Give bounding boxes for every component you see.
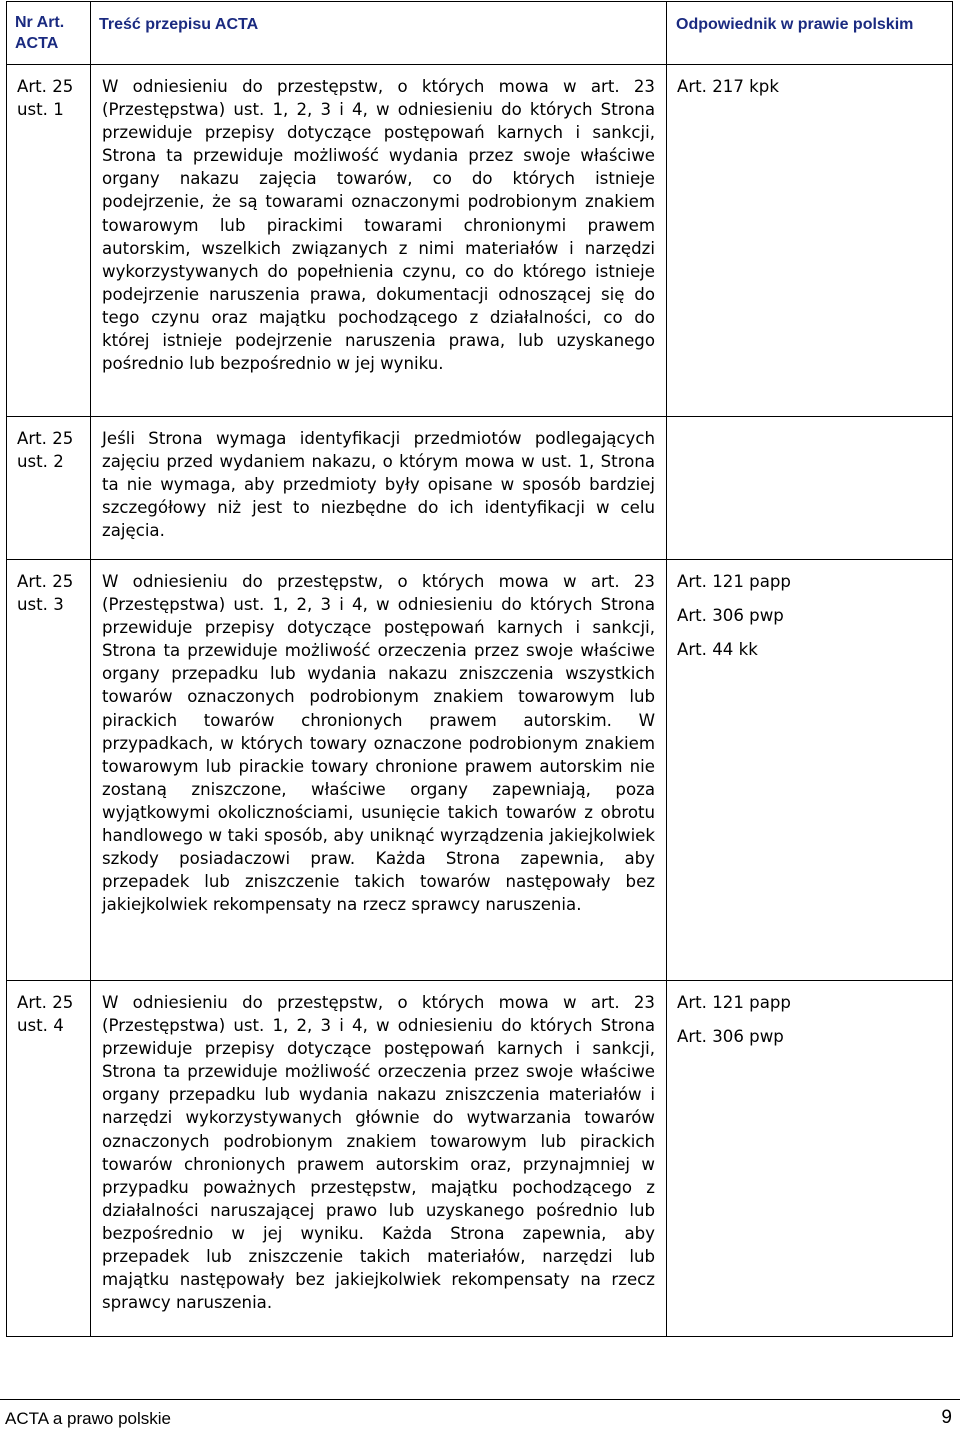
article-text-cell: W odniesieniu do przestępstw, o których mowa w art. 23 (Przestępstwa) ust. 1, 2, 3 i 4, w odniesieniu do których Strona przewiduje przepisy dotyczące postępowań karnych i sankcji, Strona ta przewiduje możliwość wydania przez swoje właściwe organy nakazu zajęcia towarów, co do których istnieje podejrzenie, że są towarami oznaczonymi podrobionym znakiem towarowym lub pirackimi towarami chronionymi prawem autorskim, wszelkich związanych z nimi materiałów i narzędzi wykorzystywanych do popełnienia czynu, co do którego istnieje podejrzenie naruszenia prawa, dokumentacji odnoszącej się do tego czynu oraz majątku pochodzącego z działalności, co do której istnieje podejrzenie naruszenia prawa, lub uzyskanego pośrednio lub bezpośrednio w jej wyniku. [91, 65, 667, 417]
article-text-cell: Jeśli Strona wymaga identyfikacji przedmiotów podlegających zajęciu przed wydaniem nakazu, o którym mowa w ust. 1, Strona ta nie wymaga, aby przedmioty były opisane w sposób bardziej szczegółowy niż jest to niezbędne do ich identyfikacji w celu zajęcia. [91, 417, 667, 560]
polish-reference: Art. 44 kk [677, 640, 758, 659]
acta-comparison-table [6, 1, 953, 1337]
article-number-cell: Art. 25 ust. 1 [7, 65, 91, 417]
article-number-cell: Art. 25 ust. 4 [7, 981, 91, 1337]
footer-title: ACTA a prawo polskie [5, 1409, 171, 1428]
article-number-cell: Art. 25 ust. 3 [7, 560, 91, 981]
polish-reference: Art. 217 kpk [677, 77, 779, 96]
header-nr: Nr Art. ACTA [7, 2, 91, 65]
table-header-row [7, 2, 953, 65]
page-footer [0, 1399, 960, 1432]
header-text: Treść przepisu ACTA [91, 2, 667, 65]
article-text-cell: W odniesieniu do przestępstw, o których mowa w art. 23 (Przestępstwa) ust. 1, 2, 3 i 4, w odniesieniu do których Strona przewiduje przepisy dotyczące postępowań karnych i sankcji, Strona ta przewiduje możliwość orzeczenia przez swoje właściwe organy przepadku lub wydania nakazu zniszczenia wszystkich towarów oznaczonych podrobionym znakiem towarowym lub pirackich towarów chronionych prawem autorskim. W przypadkach, w których towary oznaczone podrobionym znakiem towarowym lub pirackie towary chronione prawem autorskim nie zostaną zniszczone, właściwe organy zapewniają, poza wyjątkowymi okolicznościami, usunięcie takich towarów z obrotu handlowego w taki sposób, aby uniknąć wyrządzenia jakiejkolwiek szkody posiadaczowi praw. Każda Strona zapewnia, aby przepadek lub zniszczenie takich towarów następowały bez jakiejkolwiek rekompensaty na rzecz sprawcy naruszenia. [91, 560, 667, 981]
polish-reference-cell [667, 417, 953, 560]
polish-reference: Art. 306 pwp [677, 1027, 784, 1046]
article-text-cell: W odniesieniu do przestępstw, o których mowa w art. 23 (Przestępstwa) ust. 1, 2, 3 i 4, w odniesieniu do których Strona przewiduje przepisy dotyczące postępowań karnych i sankcji, Strona ta przewiduje możliwość orzeczenia przez swoje właściwe organy przepadku lub wydania nakazu zniszczenia materiałów i narzędzi wykorzystywanych głównie do wytwarzania towarów oznaczonych podrobionym znakiem towarowym lub pirackich towarów chronionych prawem autorskim oraz, przynajmniej w przypadku poważnych przestępstw, majątku pochodzącego z działalności naruszającej prawo lub uzyskanego pośrednio lub bezpośrednio w jej wyniku. Każda Strona zapewnia, aby przepadek lub zniszczenie takich materiałów, narzędzi lub majątku następowały bez jakiejkolwiek rekompensaty na rzecz sprawcy naruszenia. [91, 981, 667, 1337]
polish-reference-cell [667, 65, 953, 417]
polish-reference: Art. 121 papp [677, 572, 791, 591]
table-row [7, 560, 953, 981]
polish-reference: Art. 306 pwp [677, 606, 784, 625]
polish-reference-cell [667, 560, 953, 981]
article-number-cell: Art. 25 ust. 2 [7, 417, 91, 560]
polish-reference: Art. 121 papp [677, 993, 791, 1012]
page-number: 9 [941, 1407, 952, 1428]
table-row [7, 417, 953, 560]
table-row [7, 65, 953, 417]
polish-reference-cell [667, 981, 953, 1337]
header-polish: Odpowiednik w prawie polskim [667, 2, 953, 65]
table-row [7, 981, 953, 1337]
